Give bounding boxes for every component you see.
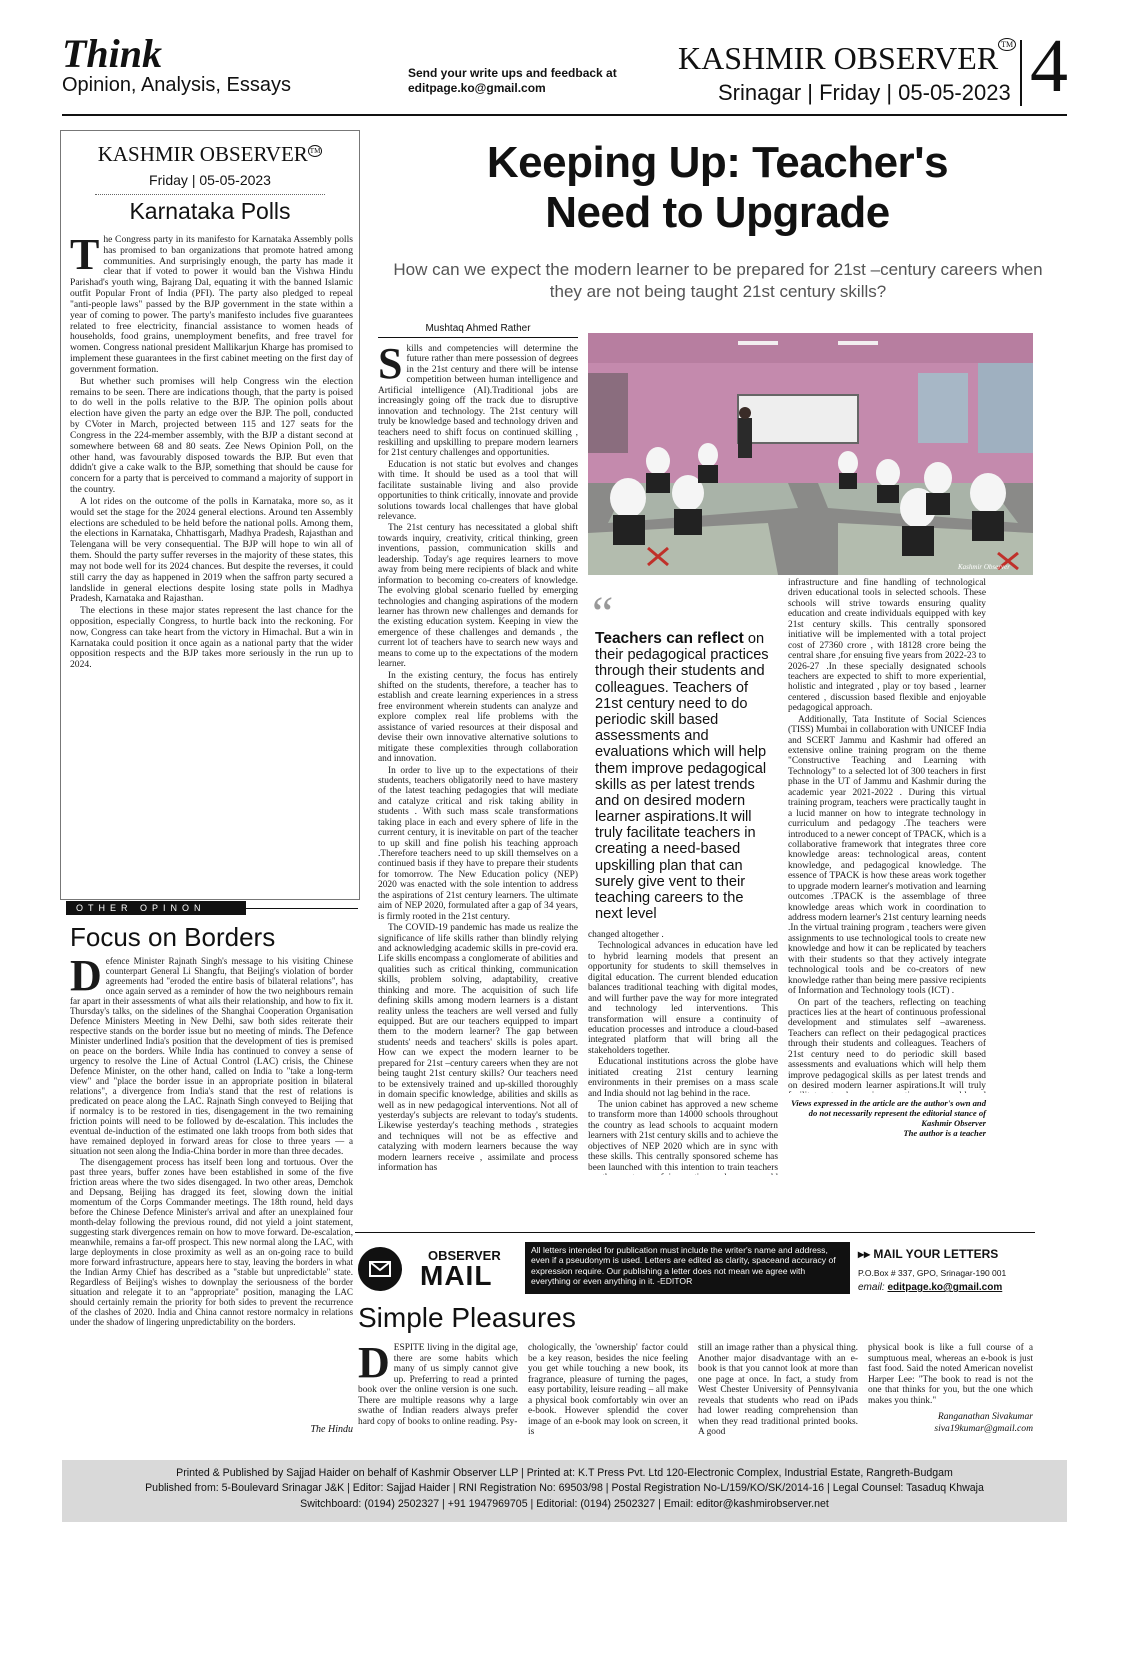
author-note: The author is a teacher xyxy=(903,1127,986,1138)
masthead-name-text: KASHMIR OBSERVER xyxy=(678,40,999,76)
other-opinion-source: The Hindu xyxy=(310,1424,353,1435)
article-paragraph: changed altogether . xyxy=(588,930,664,940)
signature-name: Ranganathan Sivakumar xyxy=(937,1411,1033,1422)
pullquote-text: on their pedagogical practices through their students and colleagues. Teachers of 21st century need to do periodic skill based assessments and evaluations which will help them improve pedagogical skills as per latest trends and on desired modern learner aspirations.It will truly facilitate teachers in creating a need-based upskilling plan that can surely give vent to their teaching careers to the next level xyxy=(595,631,769,923)
article-column-1 xyxy=(378,344,578,1178)
pullquote-mark: “ xyxy=(592,587,614,640)
signature-email: siva19kumar@gmail.com xyxy=(934,1422,1033,1434)
letter-signature xyxy=(868,1411,1033,1434)
header-rule xyxy=(62,114,1067,116)
article-paragraph: Technological advances in education have led to hybrid learning models that present an opportunity for students to skill themselves in digital education. The current blended education balances traditional teaching with digital modes, and will further pave the way for more integrated and technology led interventions. This transformation will ensure a continuity of education processes and introduce a cloud-based integrated platform that will bring all the stakeholders together. xyxy=(588,941,778,1056)
editorial-paragraph: A lot rides on the outcome of the polls in Karnataka, more so, as it would set the stage for the 2024 general elections. Around ten Assembly elections are scheduled to be held before the national polls. Among them, the elections in Karnataka, Chhattisgarh, Madhya Pradesh, Rajasthan and Telengana will be very consequential. The BJP will hope to win all of them. Should the party suffer reverses in the majority of these states, this may not bode well for its 2024 chances. But despite the reverses, it could still carry the day as happened in 2019 when the saffron party secured a landslide in general elections despite losing state polls in Madhya Pradesh, Karnataka and Rajasthan. xyxy=(70,495,353,605)
photo-credit: Kashmir Observer xyxy=(958,563,1010,571)
envelope-icon xyxy=(358,1247,402,1291)
editorial-tm: TM xyxy=(309,147,321,155)
article-disclaimer xyxy=(788,1099,986,1139)
mail-heading xyxy=(858,1247,998,1261)
other-opinion-body xyxy=(70,956,353,1422)
article-headline xyxy=(370,138,1065,238)
article-standfirst: How can we expect the modern learner to be prepared for 21st –century careers when they are not being taught 21st century skills? xyxy=(393,260,1043,302)
page-number: 4 xyxy=(1030,24,1068,108)
editorial-paragraph: he Congress party in its manifesto for Karnataka Assembly polls has promised to ban organizations that promote hatred among communities. And surprisingly enough, the party has made it clear that if voted to power it would ban the Vishwa Hindu Parishad's youth wing, Bajrang Dal, equating it with the banned Islamic outfit Popular Front of India (PFI). The party also pledged to repeal "anti-people laws" passed by the BJP government in the state within a year of coming to power. The party's manifesto includes five guarantees related to free electricity, financial assistance to women heads of households, food grains, unemployment benefits, and free travel for women. Congress national president Mallikarjun Kharge has promised to implement these guarantees in the first cabinet meeting on the first day of government formation. xyxy=(70,235,353,375)
article-paragraph: The 21st century has necessitated a global shift towards inquiry, creativity, critical thinking, green inventions, passion, communication skills and leadership. Today's age requires learners to move away from being mere recipients of black and white information to becoming co-creaters of knowledge. The evolving global scenario fuelled by emerging technologies and changing aspirations of the modern learner has thrown new challenges and demands for the existing education system. Keeping in view the emergence of these challenges and demands , the current lot of teachers have to search new ways and means to come up to the expectations of the modern learner. xyxy=(378,523,578,670)
letter-column-2 xyxy=(528,1343,688,1438)
byline-rule xyxy=(378,337,578,338)
editorial-paper-text: KASHMIR OBSERVER xyxy=(97,142,308,166)
editorial-body xyxy=(70,235,353,875)
letter-paragraph: physical book is like a full course of a sumptuous meal, whereas an e-book is just fast food. Said the noted American novelist Harper Lee: "The book to read is not the one that thinks for you, but the one which makes you think." xyxy=(868,1343,1033,1405)
letter-dropcap: D xyxy=(358,1343,390,1387)
mail-heading-text: MAIL YOUR LETTERS xyxy=(873,1247,999,1261)
disclaimer-text: Views expressed in the article are the author's own and do not necessarily represent the editorial stance of Kashmir Observer xyxy=(790,1098,986,1128)
letter-paragraph: ESPITE living in the digital age, there are some habits which many of us simply cannot give up. Preferring to read a printed book over the online version is one such. There are multiple reasons why a large swathe of Indian readers always prefer hard copy of books to online reading. Psy- xyxy=(358,1343,518,1427)
mail-po-box: P.O.Box # 337, GPO, Srinagar-190 001 xyxy=(858,1268,1007,1278)
mail-email[interactable]: editpage.ko@gmail.com xyxy=(887,1282,1003,1293)
pullquote-bold: Teachers can reflect xyxy=(595,630,744,647)
mail-label-small: OBSERVER xyxy=(428,1248,501,1263)
masthead-divider xyxy=(1020,40,1022,106)
other-opinion-paragraph: efence Minister Rajnath Singh's message to his visiting Chinese counterpart General Li Shangfu, that Beijing's violation of border agreements had "eroded the entire basis of bilateral relations", has once again served as a reminder of how the two neighbours remain far apart in their assessments of what ails their relationship, and how to fix it. Thursday's talks, on the sidelines of the Shanghai Cooperation Organisation Defence Ministers Meeting in New Delhi, saw both sides reiterate their respective stands on the border issue but no meeting of minds. The Defence Minister underlined India's position that the development of ties is premised on peace on the borders. While India has continued to convey a sense of urgency to resolve the Line of Actual Control (LAC) crisis, the Chinese Defence Minister, on the other hand, called on India to "take a long-term view" and "place the border issue in an appropriate position in bilateral relations", a divergence from India's stand that the rest of relations is predicated on peace along the LAC. Rajnath Singh conveyed to Beijing that if normalcy is to be restored in ties, disengagement in the two remaining friction points will need to be followed by de-escalation. This includes the eventual de-induction of the estimated one lakh troops from both sides that have remained deployed in forward areas for close to three years — a situation not seen along the India-China border in more than three decades. xyxy=(70,956,353,1156)
editorial-date-rule xyxy=(95,194,325,195)
headline-line-1: Keeping Up: Teacher's xyxy=(486,138,949,187)
article-byline: Mushtaq Ahmed Rather xyxy=(425,323,531,334)
send-line-1: Send your write ups and feedback at xyxy=(408,66,617,80)
other-opinion-rule xyxy=(246,908,358,909)
footer xyxy=(62,1460,1067,1522)
letter-title: Simple Pleasures xyxy=(358,1302,576,1333)
mail-label-big: MAIL xyxy=(420,1260,493,1291)
article-dropcap: S xyxy=(378,344,403,388)
classroom-illustration xyxy=(588,333,1033,575)
footer-line-1: Printed & Published by Sajjad Haider on behalf of Kashmir Observer LLP | Printed at: K.T Press Pvt. Ltd 120-Electronic Complex, Industrial Estate, Rangreth-Budgam xyxy=(176,1467,953,1479)
other-opinion-title: Focus on Borders xyxy=(70,922,276,952)
article-paragraph: The union cabinet has approved a new scheme to transform more than 14000 schools throughout the country as lead schools to acquaint modern learners with 21st century skills and to achieve the objectives of NEP 2020 which are in sync with these skills. This centrally sponsored scheme has been launched with this intention to train teachers xyxy=(588,1100,778,1173)
mail-email-line xyxy=(858,1282,1002,1293)
editorial-date: Friday | 05-05-2023 xyxy=(149,172,271,188)
other-opinion-label: OTHER OPINON xyxy=(66,901,246,915)
article-paragraph: Additionally, Tata Institute of Social Sciences (TISS) Mumbai in collaboration with UNICEF India and SCERT Jammu and Kashmir had offered an extensive online training program on the theme "Constructive Teaching and Learning with Technology" to a selected lot of 300 teachers in first phase in the UT of Jammu and Kashmir during the academic year 2021-2022 . During this virtual training program, teachers were practically taught in a lucid manner on how to integrate technology in curriculum and pedagogy .The teachers were introduced to a newer concept of TPACK, which is a collaborative framework that integrates three core knowledge areas: technological areas, content knowledge, and pedagogical knowledge. The essence of TPACK is how these areas work together to upgrade modern learner's motivation and learning outcomes .TPACK is the assemblage of three knowledge areas which work in coordination to address modern learner's 21st century learning needs .In the virtual training program , teachers were given assignments to use technological tools to create new knowledge and how it can be replicated by teachers with their students so that they actively integrate technological tools and be co-creators of new knowledge rather than being mere passive recipients of Information and Technology tools (ICT) . xyxy=(788,714,986,997)
send-email[interactable]: editpage.ko@gmail.com xyxy=(408,81,546,95)
article-paragraph: Education is not static but evolves and changes with time. It should be used as a tool that will facilitate sustainable living and also provide opportunities to think critically, innovate and provide solutions towards local challenges that have global relevance. xyxy=(378,459,578,522)
article-paragraph: infrastructure and fine handling of technological driven educational tools in selected schools. These schools will strive towards ensuring quality education and create individuals equipped with key 21st century skills. This centrally sponsored initiative will be implemented with a total project cost of 27360 crore , with 18128 crore being the central share ,for ensuing five years from 2022-23 to 2026-27 .In these specially designated schools teachers are expected to shift to more experiential, holistic and integrated , play or toy based , learner centered , discussion based flexible and enjoyable pedagogical approach. xyxy=(788,578,986,714)
pullquote xyxy=(595,630,775,922)
article-column-3 xyxy=(788,578,986,1093)
other-opinion-dropcap: D xyxy=(70,956,102,1000)
letter-paragraph: still an image rather than a physical thing. Another major disadvantage with an e-book is that you cannot look at more than one page at once. In fact, a study from West Chester University of Pennsylvania reveals that students who read on iPads had lower reading comprehension than when they read traditional printed books. A good xyxy=(698,1343,858,1438)
tm-mark: TM xyxy=(998,38,1016,51)
section-title: Think xyxy=(62,31,163,76)
footer-line-2: Published from: 5-Boulevard Srinagar J&K | Editor: Sajjad Haider | RNI Registration No: 69503/98 | Postal Registration No-L/159/KO/SK/2014-16 | Legal Counsel: Tasaduq Khwaja xyxy=(145,1482,984,1495)
article-paragraph: On part of the teachers, reflecting on teaching practices lies at the heart of continuous professional development and stimulates self –awareness. Teachers can reflect on their pedagogical practices through their students and colleagues. Teachers of 21st century need to do periodic skill based assessments and evaluations which will help them improve pedagogical skills as per latest trends and on desired modern learner aspirations.It will truly xyxy=(788,997,986,1091)
article-paragraph: In the existing century, the focus has entirely shifted on the students, therefore, a teacher has to establish and create learning experiences in a stress free environment wherein students can analyze and explore complex real life problems with the assistance of varied resources at their disposal and devise their own innovative alternative solutions to mitigate these complexities through collaboration and innovation. xyxy=(378,670,578,765)
masthead-paper-name xyxy=(678,40,1016,77)
footer-line-3: Switchboard: (0194) 2502327 | +91 1947969705 | Editorial: (0194) 2502327 | Email: editor@kashmirobserver.net xyxy=(300,1497,829,1510)
letter-paragraph: chologically, the 'ownership' factor could be a key reason, besides the nice feeling you get while touching a new book, its fragrance, pleasure of turning the pages, easy portability, leisure reading – all make a physical book comfortably win over an e-book. However splendid the cover image of an e-book may look on screen, it is xyxy=(528,1343,688,1438)
article-column-2 xyxy=(588,930,778,1175)
letter-column-4 xyxy=(868,1343,1033,1405)
article-paragraph: In order to live up to the expectations of their students, teachers obligatorily need to have mastery of the latest teaching pedagogies that will mediate and catalyze critical and risk taking ability in students . With such mass scale transformations taking place in each and every sphere of life in the current century, it is inevitable on part of the teacher to up skill and fine polish his teaching approach .Therefore teachers need to up skill themselves on a continued basis if they have to prepare their students for tomorrow. The New Education policy (NEP) 2020 was enacted with the sole intention to address the aspirations of 21st century learners. The ultimate aim of NEP 2020, formulated after a gap of 34 years, is firmly rooted in the 21st century. xyxy=(378,765,578,922)
editorial-paper-name xyxy=(60,142,360,167)
arrow-icon: ▸▸ xyxy=(858,1247,871,1261)
editorial-paragraph: The elections in these major states represent the last chance for the opposition, especially Congress, to hurtle back into the reckoning. For now, Congress can take heart from the victory in Himachal. But a win in Karnataka could position it once again as a national party that the wider opposition respects and the BJP takes more seriously in the run up to 2024. xyxy=(70,605,353,671)
headline-line-2: Need to Upgrade xyxy=(545,188,890,238)
article-paragraph: The COVID-19 pandemic has made us realize the significance of life skills rather than blindly relying and acknowledging academic skills in pre-covid era. Life skills encompass a conglomerate of abilities and qualities such as critical thinking, communication skills, problem solving, adaptability, creative thinking and more. The acquisition of such life defining skills among modern learners is a distant reality unless the teachers are well versed and fully equipped. But are our teachers equipped to impart them to the modern learner? The gap between students' needs and teachers' skills is poles apart. How can we expect the modern learner to be prepared for 21st –century careers when they are not being taught 21st century skills? Our teachers need to be extensively trained and up-skilled thoroughly in domain specific knowledge, abilities and skills as well as in new pedagogical interventions. Not all of yesterday's subjects are relevant to today's students. Likewise yesterday's teaching methods , strategies and techniques will not be as effective and catalyzing with modern learners because the way modern learners receive , assimilate and process information has xyxy=(378,923,578,1174)
masthead-dateline: Srinagar | Friday | 05-05-2023 xyxy=(718,80,1011,105)
article-paragraph: kills and competencies will determine the future rather than mere possession of degrees in the 21st century and there will be intense competition between human intelligence and Artificial intelligence (AI).Traditional jobs are increasingly going off the track due to disruptive innovation and technology. The 21st century will truly be knowledge based and technology driven and teachers need to shift focus on continued skilling , reskilling and upskilling to prepare modern learners for 21st century challenges and opportunities. xyxy=(378,344,578,459)
mail-notice: All letters intended for publication must include the writer's name and address, even if a pseudonym is used. Letters are edited as clarity, spaceand accuracy of expression require. Our publishing a letter does not mean we agree with everything or even anything in it. -EDITOR xyxy=(525,1242,850,1294)
article-paragraph: Educational institutions across the globe have initiated creating 21st century learning environments in their premises on a mass scale and India should not lag behind in the race. xyxy=(588,1057,778,1099)
editorial-dropcap: T xyxy=(70,235,100,279)
mail-rule-top xyxy=(355,1232,1035,1233)
editorial-title: Karnataka Polls xyxy=(129,198,291,224)
mail-email-label: email: xyxy=(858,1282,885,1293)
letter-column-1 xyxy=(358,1343,518,1438)
section-subtitle: Opinion, Analysis, Essays xyxy=(62,74,291,96)
classroom-photo xyxy=(588,333,1033,575)
mail-icon xyxy=(358,1247,402,1291)
other-opinion-paragraph: The disengagement process has itself been long and tortuous. Over the past three years, buffer zones have been established in some of the five friction areas where the two sides disengaged. In two other areas, Demchok and Depsang, Beijing has dragged its feet, slowing down the initial momentum of the Corps Commander meetings. The 18th round, held days before the Chinese Defence Minister's arrival and after an unexplained four month-delay following the previous round, did not yield a joint statement, suggesting stark divergences remain on how to move forward. De-escalation, meanwhile, remains a far-off prospect. This new normal along the LAC, with large deployments in close proximity as well as an on-going race to build more forward infrastructure, appears here to stay, leaving the borders in what the Indian Army Chief has described as a "stable but unpredictable" state. Regardless of Beijing's wishes to downplay the seriousness of the border situation and relegate it to an "appropriate" position, managing the LAC should certainly remain the priority for both sides to prevent the recurrence of the clashes of 2020. India and China cannot restore normalcy in relations under the shadow of lingering unpredictability on the borders. xyxy=(70,1157,353,1327)
letter-column-3 xyxy=(698,1343,858,1438)
editorial-paragraph: But whether such promises will help Congress win the election remains to be seen. There are indications though, that the party is poised to do well in the polls relative to the BJP. The opinion polls about election have given the party an edge over the BJP. The poll, conducted by CVoter in March, projected between 115 and 127 seats for the Congress in the 224-member assembly, with the BJP a distant second at somewhere between 68 and 80 seats. Zee News Opinion Poll, on the other hand, was favourably disposed towards the BJP. But even that ddidn't give a cake walk to the BJP, something that should be cause for concern for a party that is perceived to command a majority of support in the country. xyxy=(70,375,353,496)
